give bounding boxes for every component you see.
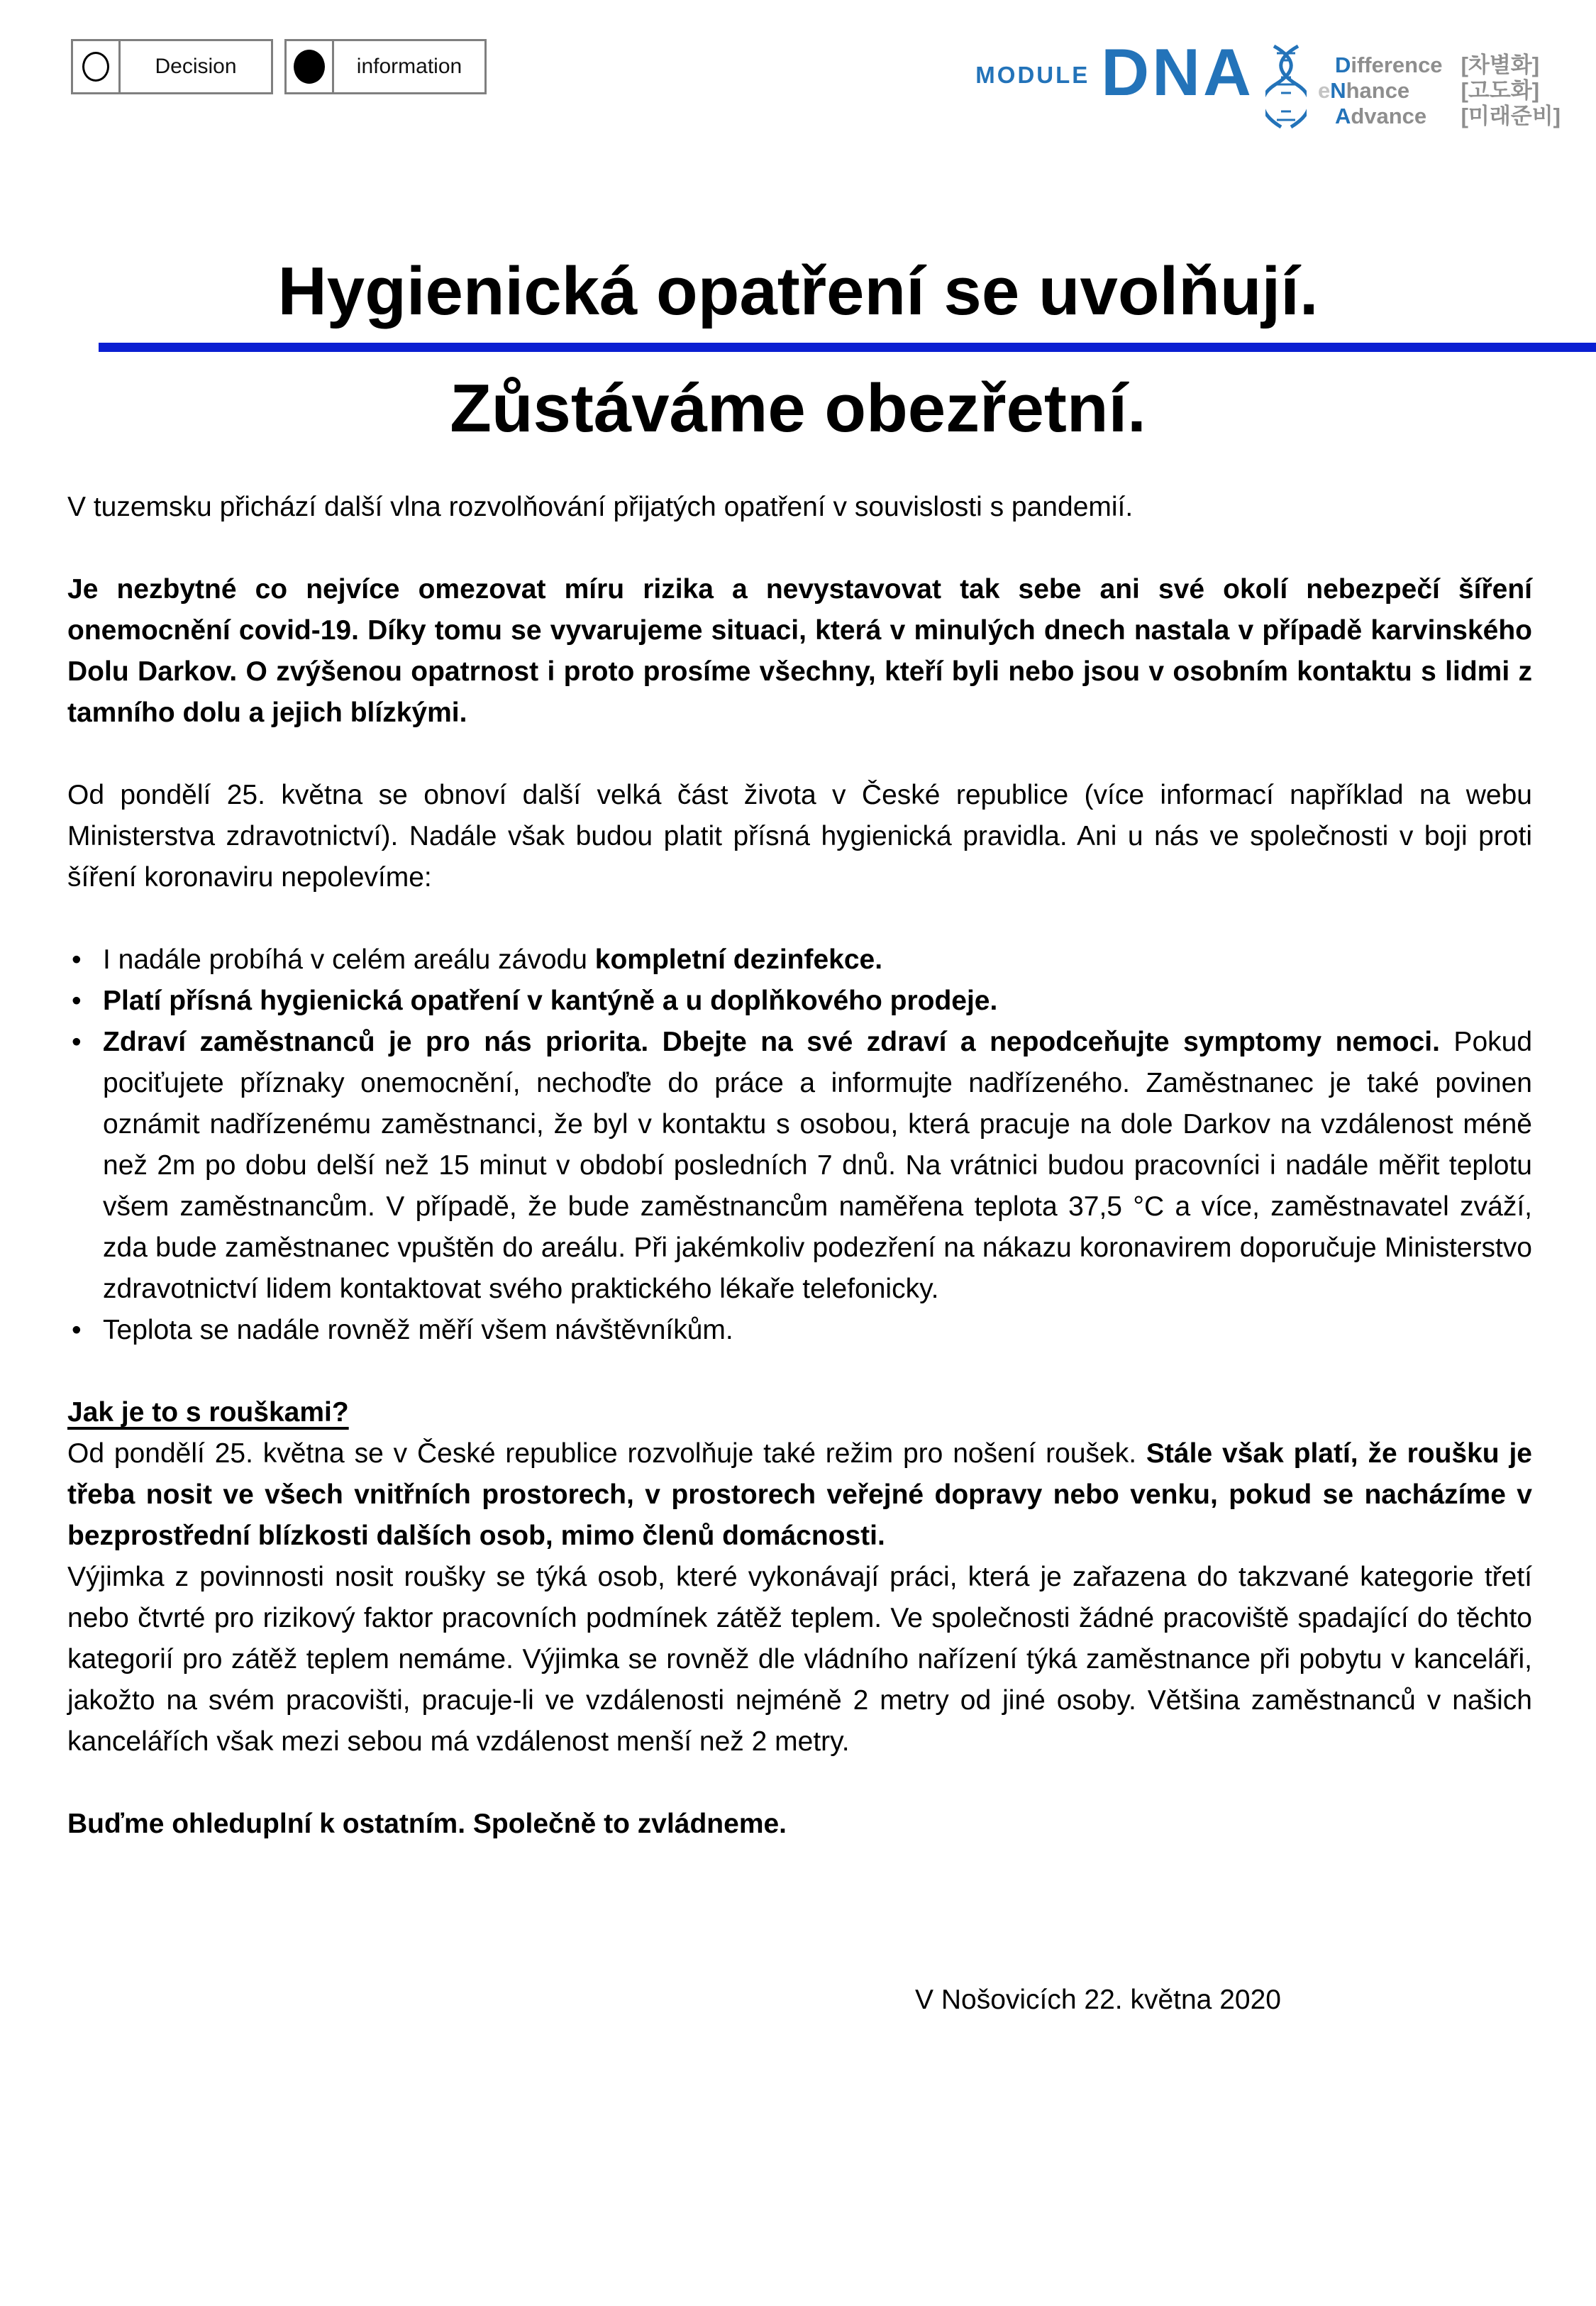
logo-dna-text: DNA — [1101, 35, 1254, 109]
bullet-icon: • — [72, 986, 82, 1016]
bullet-icon: • — [72, 944, 82, 975]
paragraph-masks-exception: Výjimka z povinnosti nosit roušky se týká osob, které vykonávají práci, která je zařazena do takzvané kategorie třetí nebo čtvrté pro rizikový faktor pracovních podmínek zátěž teplem. Ve společnosti žádné pracoviště spadající do těchto kategorií pro zátěž teplem nemáme. Výjimka se rovněž dle vládního nařízení týká zaměstnance při pobytu v kanceláři, jakožto na svém pracovišti, pracuje-li ve vzdálenosti nejméně 2 metry od jiné osoby. Většina zaměstnanců v našich kancelářích však mezi sebou má vzdálenost menší než 2 metry. — [67, 1562, 1532, 1757]
logo-line-advance: Advance — [1334, 104, 1427, 128]
paragraph-intro: V tuzemsku přichází další vlna rozvolňování přijatých opatření v souvislosti s pandemií. — [67, 492, 1134, 522]
decision-box — [71, 39, 273, 94]
decision-label: Decision — [155, 55, 237, 78]
logo-korean-3: [미래준비] — [1461, 104, 1561, 128]
paragraph-reopening: Od pondělí 25. května se obnoví další velká část života v České republice (více informací například na webu Ministerstva zdravotnictví). Nadále však budou platit přísná hygienická pravidla. Ani u nás ve společnosti v boji proti šíření koronaviru nepolevíme: — [67, 780, 1532, 893]
decision-radio-cell — [73, 41, 121, 92]
page-title-line-2: Zůstáváme obezřetní. — [450, 370, 1146, 446]
logo-slogan — [1318, 53, 1561, 128]
document-body — [0, 487, 1596, 2021]
module-dna-logo — [975, 35, 1561, 133]
dna-helix-icon — [1265, 43, 1307, 133]
bullet-icon: • — [72, 1315, 82, 1345]
list-item: • Zdraví zaměstnanců je pro nás priorita. Dbejte na své zdraví a nepodceňujte symptomy nemoci. Pokud pociťujete příznaky onemocnění, nechoďte do práce a informujte nadřízeného. Zaměstnanec je také povinen oznámit nadřízenému zaměstnanci, že byl v kontaktu s osobou, která pracuje na dole Darkov na vzdálenost méně než 2m po dobu delší než 15 minut v období posledních 7 dnů. Na vrátnici budou pracovníci i nadále měřit teplotu všem zaměstnancům. V případě, že bude zaměstnancům naměřena teplota 37,5 °C a více, zaměstnavatel zváží, zda bude zaměstnanec vpuštěn do areálu. Při jakémkoliv podezření na nákazu koronavirem doporučuje Ministerstvo zdravotnictví lidem kontaktovat svého praktického lékaře telefonicky. — [67, 1022, 1532, 1310]
radio-unchecked-icon — [82, 52, 109, 82]
logo-module-text: MODULE — [975, 62, 1090, 88]
bullet-list — [67, 939, 1532, 1351]
logo-korean-1: [차별화] — [1461, 53, 1540, 77]
radio-checked-icon — [294, 50, 325, 84]
bullet-icon: • — [72, 1027, 82, 1057]
list-item: • I nadále probíhá v celém areálu závodu kompletní dezinfekce. — [67, 939, 1532, 981]
page-header — [0, 0, 1596, 133]
information-label: information — [356, 55, 462, 78]
information-box — [284, 39, 487, 94]
title-divider-rule — [99, 343, 1596, 352]
paragraph-risk-warning: Je nezbytné co nejvíce omezovat míru rizika a nevystavovat tak sebe ani své okolí nebezpečí šíření onemocnění covid-19. Díky tomu se vyvarujeme situaci, která v minulých dnech nastala v případě karvinského Dolu Darkov. O zvýšenou opatrnost i proto prosíme všechny, kteří byli nebo jsou v osobním kontaktu s lidmi z tamního dolu a jejich blízkými. — [67, 574, 1532, 728]
list-item: • Platí přísná hygienická opatření v kantýně a u doplňkového prodeje. — [67, 981, 1532, 1022]
logo-line-difference: Difference — [1334, 53, 1443, 77]
logo-korean-2: [고도화] — [1461, 78, 1540, 103]
dateline: V Nošovicích 22. května 2020 — [915, 1985, 1281, 2015]
paragraph-masks-rules: Od pondělí 25. května se v České republice rozvolňuje také režim pro nošení roušek. Stále však platí, že roušku je třeba nosit ve všech vnitřních prostorech, v prostorech veřejné dopravy nebo venku, pokud se nacházíme v bezprostřední blízkosti dalších osob, mimo členů domácnosti. — [67, 1438, 1532, 1551]
logo-line-enhance: eNhance — [1317, 78, 1410, 103]
list-item: • Teplota se nadále rovněž měří všem návštěvníkům. — [67, 1310, 1532, 1351]
masks-section-heading: Jak je to s rouškami? — [67, 1397, 349, 1428]
page-title-line-1: Hygienická opatření se uvolňují. — [277, 253, 1319, 329]
document-type-boxes — [71, 39, 487, 94]
information-radio-cell — [287, 41, 334, 92]
closing-statement: Buďme ohleduplní k ostatním. Společně to zvládneme. — [67, 1809, 787, 1839]
